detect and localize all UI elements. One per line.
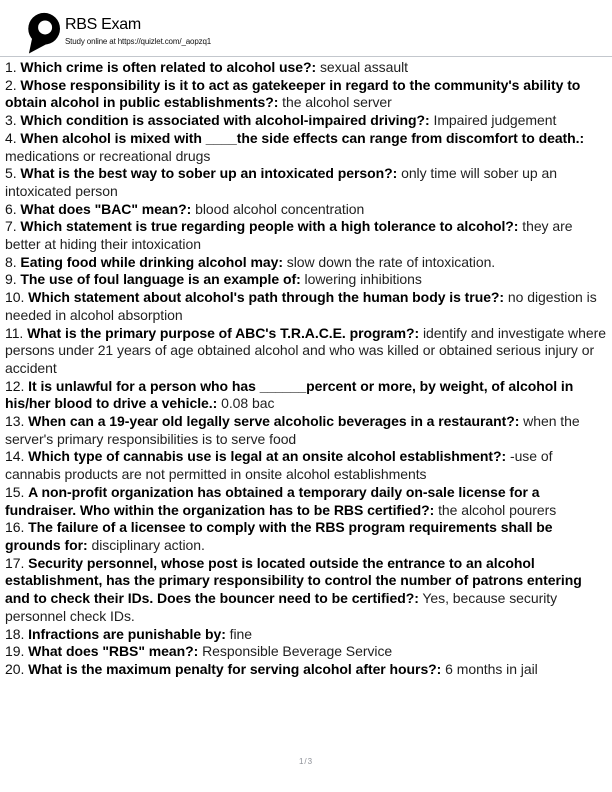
- answer-text: lowering inhibitions: [304, 271, 422, 288]
- question-item: [5, 59, 608, 77]
- question-number: 4.: [5, 129, 17, 146]
- question-text: Security personnel, whose post is located outside the entrance to an alcohol establishment, has the primary responsibility to control the number of patrons entering and to check their IDs. Does the bouncer need to be certified?:: [5, 554, 582, 607]
- answer-text: 6 months in jail: [445, 660, 538, 677]
- question-item: [5, 271, 608, 289]
- question-text: What is the primary purpose of ABC's T.R.A.C.E. program?:: [27, 324, 420, 341]
- question-list: [5, 59, 608, 679]
- question-number: 13.: [5, 413, 25, 430]
- question-number: 2.: [5, 76, 17, 93]
- question-number: 8.: [5, 253, 17, 270]
- answer-text: the alcohol pourers: [438, 501, 557, 518]
- answer-text: they are better at hiding their intoxication: [5, 218, 573, 253]
- question-number: 1.: [5, 59, 17, 75]
- question-number: 10.: [5, 289, 25, 306]
- question-number: 6.: [5, 200, 17, 217]
- question-item: [5, 555, 608, 626]
- question-text: A non-profit organization has obtained a temporary daily on-sale license for a fundraiser. Who within the organization has to be RBS certified?:: [5, 483, 540, 518]
- answer-text: Responsible Beverage Service: [202, 643, 393, 660]
- answer-text: the alcohol server: [282, 94, 392, 111]
- question-number: 18.: [5, 625, 25, 642]
- answer-text: slow down the rate of intoxication.: [286, 253, 496, 270]
- quizlet-q-logo-icon: [27, 12, 60, 55]
- question-text: Which type of cannabis use is legal at an onsite alcohol establishment?:: [28, 448, 507, 465]
- question-text: What does "BAC" mean?:: [20, 200, 192, 217]
- question-number: 5.: [5, 165, 17, 182]
- question-text: Which condition is associated with alcohol-impaired driving?:: [20, 112, 430, 129]
- question-item: [5, 218, 608, 253]
- question-item: [5, 289, 608, 324]
- question-text: Infractions are punishable by:: [28, 625, 226, 642]
- question-number: 20.: [5, 660, 25, 677]
- question-number: 17.: [5, 554, 25, 571]
- question-text: Which statement is true regarding people with a high tolerance to alcohol?:: [20, 218, 519, 235]
- study-online-link: Study online at https://quizlet.com/_aopzq1: [65, 37, 212, 46]
- answer-text: disciplinary action.: [91, 536, 205, 553]
- question-number: 12.: [5, 377, 25, 394]
- question-item: [5, 130, 608, 165]
- question-number: 7.: [5, 218, 17, 235]
- question-item: [5, 661, 608, 679]
- question-text: Whose responsibility is it to act as gatekeeper in regard to the community's ability to obtain alcohol in public establishments?:: [5, 76, 581, 111]
- answer-text: medications or recreational drugs: [5, 147, 211, 164]
- question-item: [5, 643, 608, 661]
- question-text: The failure of a licensee to comply with the RBS program requirements shall be grounds for:: [5, 519, 553, 553]
- answer-text: sexual assault: [319, 59, 408, 75]
- answer-text: only time will sober up an intoxicated person: [5, 165, 557, 199]
- question-number: 15.: [5, 483, 25, 500]
- answer-text: -use of cannabis products are not permitted in onsite alcohol establishments: [5, 448, 553, 483]
- question-item: [5, 626, 608, 644]
- question-text: When can a 19-year old legally serve alcoholic beverages in a restaurant?:: [28, 413, 520, 430]
- question-number: 11.: [5, 324, 24, 341]
- answer-text: identify and investigate where persons under 21 years of age obtained alcohol and who was killed or obtained serious injury or accident: [5, 324, 606, 376]
- answer-text: fine: [229, 625, 253, 642]
- question-text: The use of foul language is an example of:: [20, 271, 301, 288]
- question-text: What is the maximum penalty for serving alcohol after hours?:: [28, 660, 442, 677]
- answer-text: 0.08 bac: [221, 395, 275, 412]
- question-text: Which crime is often related to alcohol use?:: [20, 59, 317, 75]
- question-number: 14.: [5, 448, 25, 465]
- question-item: [5, 112, 608, 130]
- question-number: 19.: [5, 643, 25, 660]
- question-number: 16.: [5, 519, 25, 536]
- question-item: [5, 201, 608, 219]
- question-text: When alcohol is mixed with ____the side effects can range from discomfort to death.:: [20, 129, 585, 146]
- question-item: [5, 519, 608, 554]
- question-number: 9.: [5, 271, 17, 288]
- question-item: [5, 413, 608, 448]
- question-text: What does "RBS" mean?:: [28, 643, 199, 660]
- question-item: [5, 378, 608, 413]
- question-item: [5, 484, 608, 519]
- answer-text: no digestion is needed in alcohol absorption: [5, 289, 597, 323]
- question-item: [5, 165, 608, 200]
- answer-text: when the server's primary responsibilities is to serve food: [5, 413, 580, 447]
- question-text: It is unlawful for a person who has ______percent or more, by weight, of alcohol in his/her blood to drive a vehicle.:: [5, 377, 574, 412]
- question-item: [5, 77, 608, 112]
- header-title-block: [65, 16, 211, 47]
- question-text: Eating food while drinking alcohol may:: [20, 253, 283, 270]
- page-indicator: 1/3: [298, 757, 314, 766]
- document-header: [0, 0, 612, 57]
- answer-text: Impaired judgement: [433, 112, 557, 129]
- question-text: What is the best way to sober up an intoxicated person?:: [20, 165, 398, 182]
- question-item: [5, 448, 608, 483]
- page-title: RBS Exam: [65, 16, 141, 33]
- question-text: Which statement about alcohol's path through the human body is true?:: [28, 289, 505, 306]
- question-item: [5, 325, 608, 378]
- answer-text: blood alcohol concentration: [195, 200, 365, 217]
- question-number: 3.: [5, 112, 17, 129]
- question-item: [5, 254, 608, 272]
- answer-text: Yes, because security personnel check IDs.: [5, 590, 558, 624]
